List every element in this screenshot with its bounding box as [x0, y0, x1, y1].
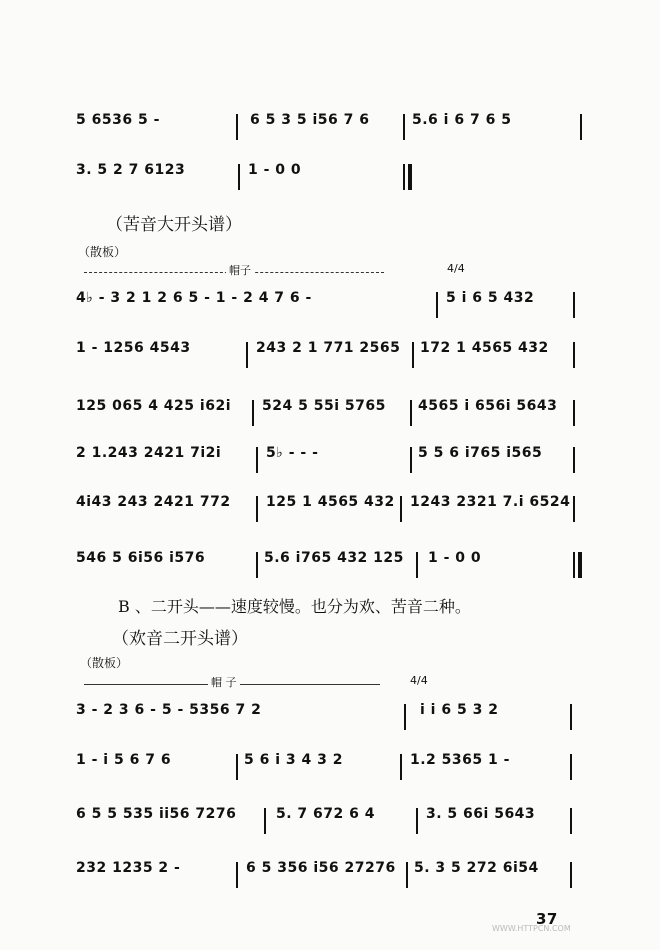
measure: 5 6536 5 -: [76, 112, 160, 128]
measure: 1 - i 5 6 7 6: [76, 752, 172, 768]
barline: [403, 164, 405, 190]
watermark: WWW.HTTPCN.COM: [492, 924, 571, 933]
measure: 1 - 0 0: [248, 162, 302, 178]
barline: [416, 808, 418, 834]
barline: [256, 552, 258, 578]
barline: [573, 400, 575, 426]
score-row-7: [0, 494, 660, 524]
measure: 172 1 4565 432: [420, 340, 549, 356]
score-row-1: [0, 112, 660, 142]
measure: 5 6 i 3 4 3 2: [244, 752, 343, 768]
barline: [436, 292, 438, 318]
measure: 1.2 5365 1 -: [410, 752, 510, 768]
barline: [252, 400, 254, 426]
measure: 3. 5 2 7 6123: [76, 162, 186, 178]
measure: 3 - 2 3 6 - 5 - 5356 7 2: [76, 702, 262, 718]
measure: 6 5 3 5 i56 7 6: [250, 112, 370, 128]
barline: [256, 447, 258, 473]
barline: [410, 447, 412, 473]
barline: [416, 552, 418, 578]
measure: 5 i 6 5 432: [446, 290, 535, 306]
measure: 1243 2321 7.i 6524: [410, 494, 571, 510]
sanban-label: （散板）: [78, 245, 127, 259]
measure: i i 6 5 3 2: [420, 702, 499, 718]
heading-kuyin-da: （苦音大开头谱）: [106, 215, 242, 235]
barline: [570, 754, 572, 780]
score-row-4: [0, 340, 660, 370]
measure: 232 1235 2 -: [76, 860, 181, 876]
maozi-label: 帽子: [226, 262, 254, 278]
measure: 3. 5 66i 5643: [426, 806, 536, 822]
score-row-11: [0, 806, 660, 836]
maozi-label: 帽 子: [208, 674, 240, 690]
barline: [573, 342, 575, 368]
barline: [256, 496, 258, 522]
barline: [570, 704, 572, 730]
barline: [403, 114, 405, 140]
measure: 5. 7 672 6 4: [276, 806, 376, 822]
barline: [400, 754, 402, 780]
measure: 2 1.243 2421 7i2i: [76, 445, 222, 461]
measure: 6 5 5 535 ii56 7276: [76, 806, 237, 822]
measure: 524 5 55i 5765: [262, 398, 386, 414]
measure: 5♭ - - -: [266, 445, 319, 461]
barline: [246, 342, 248, 368]
measure: 5.6 i 6 7 6 5: [412, 112, 512, 128]
section-b-text: B 、二开头——速度较慢。也分为欢、苦音二种。: [118, 597, 471, 616]
end-barline: [408, 164, 412, 190]
barline: [264, 808, 266, 834]
barline: [573, 447, 575, 473]
measure: 243 2 1 771 2565: [256, 340, 401, 356]
measure: 5 5 6 i765 i565: [418, 445, 543, 461]
measure: 4565 i 656i 5643: [418, 398, 558, 414]
measure: 5. 3 5 272 6i54: [414, 860, 539, 876]
score-row-6: [0, 445, 660, 475]
score-row-10: [0, 752, 660, 782]
barline: [404, 704, 406, 730]
sanban-label: （散板）: [80, 656, 129, 670]
measure: 125 1 4565 432: [266, 494, 395, 510]
barline: [573, 496, 575, 522]
measure: 1 - 0 0: [428, 550, 482, 566]
score-row-9: [0, 702, 660, 732]
barline: [400, 496, 402, 522]
barline: [236, 862, 238, 888]
measure: 5.6 i765 432 125: [264, 550, 404, 566]
meter: 4/4: [447, 262, 465, 275]
measure: 125 065 4 425 i62i: [76, 398, 231, 414]
score-row-5: [0, 398, 660, 428]
barline: [580, 114, 582, 140]
barline: [410, 400, 412, 426]
barline: [573, 552, 575, 578]
barline: [238, 164, 240, 190]
measure: 6 5 356 i56 27276: [246, 860, 396, 876]
end-barline: [578, 552, 582, 578]
heading-huanyin-er: （欢音二开头谱）: [112, 629, 248, 649]
barline: [570, 808, 572, 834]
page-number: 37: [536, 910, 558, 928]
barline: [236, 114, 238, 140]
barline: [570, 862, 572, 888]
measure: 4i43 243 2421 772: [76, 494, 231, 510]
measure: 546 5 6i56 i576: [76, 550, 206, 566]
meter: 4/4: [410, 674, 428, 687]
barline: [406, 862, 408, 888]
score-row-2: [0, 162, 660, 192]
measure: 1 - 1256 4543: [76, 340, 191, 356]
measure: 4♭ - 3 2 1 2 6 5 - 1 - 2 4 7 6 -: [76, 290, 312, 306]
barline: [412, 342, 414, 368]
score-row-8: [0, 550, 660, 580]
barline: [236, 754, 238, 780]
score-row-3: [0, 290, 660, 320]
score-row-12: [0, 860, 660, 890]
barline: [573, 292, 575, 318]
